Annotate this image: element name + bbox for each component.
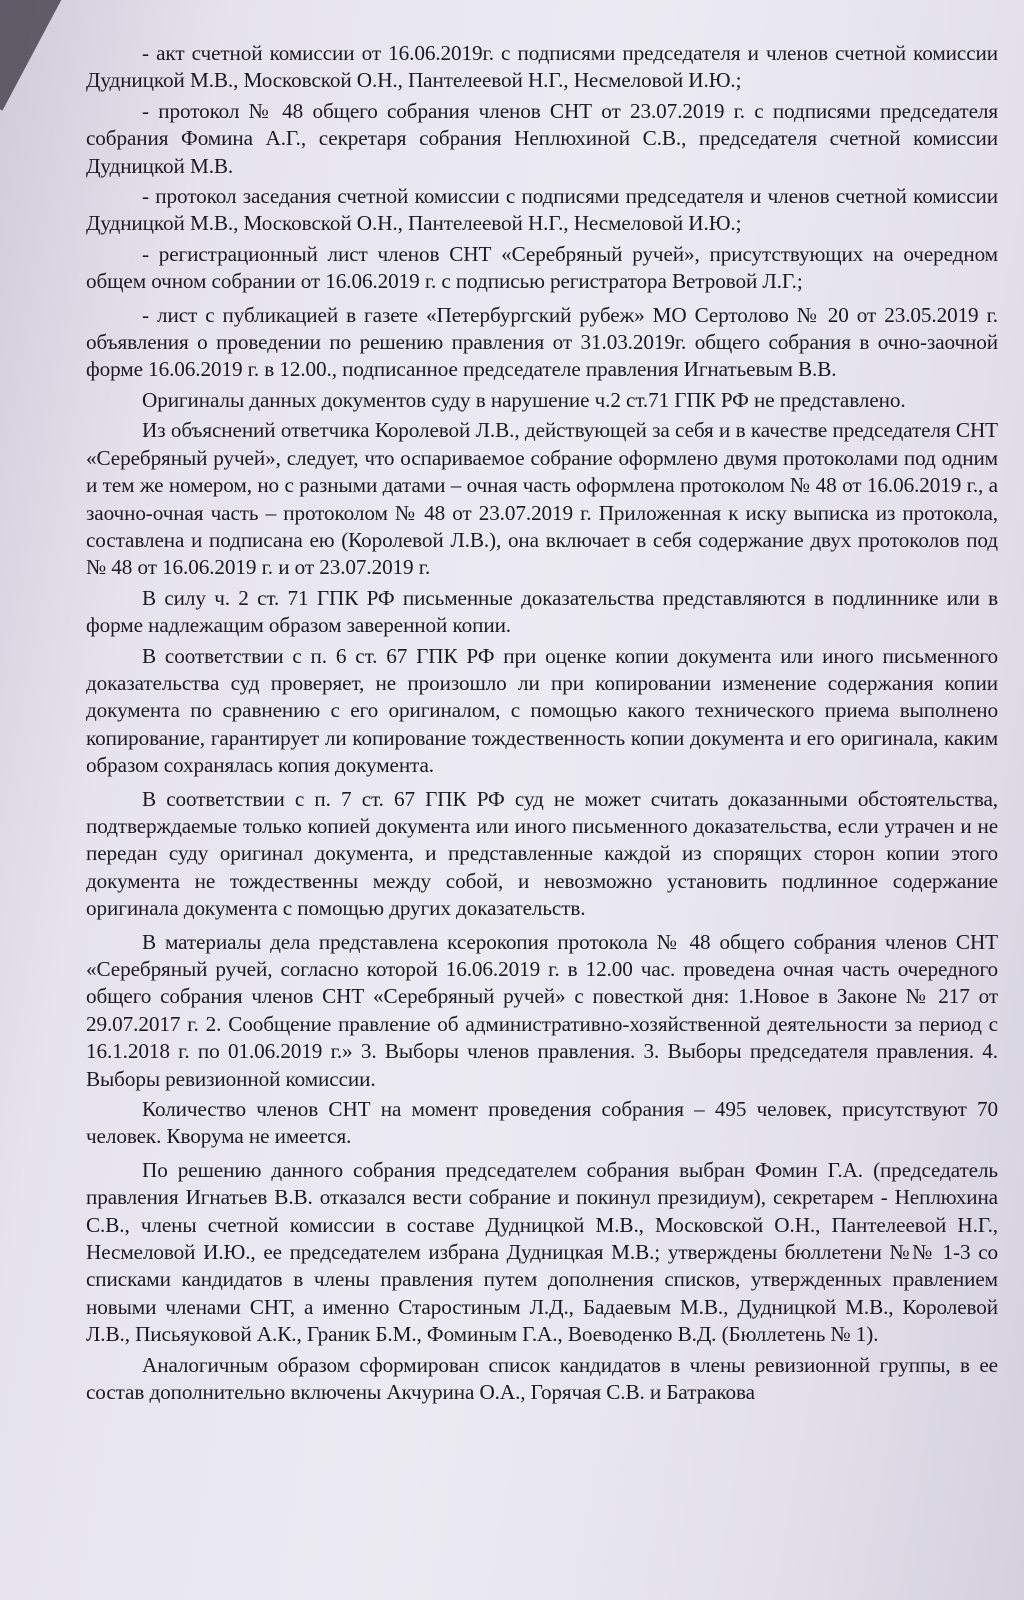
paragraph: - протокол № 48 общего собрания членов СНТ от 23.07.2019 г. с подписями председателя собрания Фомина А.Г., секретаря собрания Неплюхиной С.В., председателя счетной комиссии Дудницкой М.В. bbox=[86, 98, 998, 178]
paragraph: В силу ч. 2 ст. 71 ГПК РФ письменные доказательства представляются в подлиннике или в форме надлежащим образом заверенной копии. bbox=[86, 585, 998, 638]
paragraph: - акт счетной комиссии от 16.06.2019г. с подписями председателя и членов счетной комиссии Дудницкой М.В., Московской О.Н., Пантелеевой Н.Г., Несмеловой И.Ю.; bbox=[86, 41, 998, 93]
paragraph: В соответствии с п. 7 ст. 67 ГПК РФ суд не может считать доказанными обстоятельства, подтверждаемые только копией документа или иного письменного доказательства, если утрачен и не передан суду оригинал документа, и представленные каждой из спорящих сторон копии этого документа не тождественны между собой, и невозможно установить подлинное содержание оригинала документа с помощью других доказательств. bbox=[86, 786, 998, 921]
paragraph: Количество членов СНТ на момент проведения собрания – 495 человек, присутствуют 70 человек. Кворума не имеется. bbox=[86, 1097, 998, 1149]
document-body bbox=[86, 40, 998, 1410]
paragraph: - протокол заседания счетной комиссии с подписями председателя и членов счетной комиссии Дудницкой М.В., Московской О.Н., Пантелеевой Н.Г., Несмеловой И.Ю.; bbox=[86, 184, 998, 236]
paragraph: Оригиналы данных документов суду в нарушение ч.2 ст.71 ГПК РФ не представлено. bbox=[142, 387, 906, 412]
paragraph: - регистрационный лист членов СНТ «Серебряный ручей», присутствующих на очередном общем очном собрании от 16.06.2019 г. с подписью регистратора Ветровой Л.Г.; bbox=[86, 241, 998, 294]
paragraph: Аналогичным образом сформирован список кандидатов в члены ревизионной группы, в ее состав дополнительно включены Акчурина О.А., Горячая С.В. и Батракова bbox=[86, 1352, 998, 1405]
paragraph: - лист с публикацией в газете «Петербургский рубеж» МО Сертолово № 20 от 23.05.2019 г. объявления о проведении по решению правления от 31.03.2019г. общего собрания в очно-заочной форме 16.06.2019 г. в 12.00., подписанное председателе правления Игнатьевым В.В. bbox=[86, 302, 998, 382]
paragraph: Из объяснений ответчика Королевой Л.В., действующей за себя и в качестве председателя СНТ «Серебряный ручей», следует, что оспариваемое собрание оформлено двумя протоколами под одним и тем же номером, но с разными датами – очная часть оформлена протоколом № 48 от 16.06.2019 г., а заочно-очная часть – протоколом № 48 от 23.07.2019 г. Приложенная к иску выписка из протокола, составлена и подписана ею (Королевой Л.В.), она включает в себя содержание двух протоколов под № 48 от 16.06.2019 г. и от 23.07.2019 г. bbox=[86, 418, 998, 580]
paragraph: В материалы дела представлена ксерокопия протокола № 48 общего собрания членов СНТ «Серебряный ручей, согласно которой 16.06.2019 г. в 12.00 час. проведена очная часть очередного общего собрания членов СНТ «Серебряный ручей» с повесткой дня: 1.Новое в Законе № 217 от 29.07.2017 г. 2. Сообщение правление об административно-хозяйственной деятельности за период с 16.1.2018 г. по 01.06.2019 г.» 3. Выборы членов правления. 3. Выборы председателя правления. 4. Выборы ревизионной комиссии. bbox=[86, 929, 998, 1091]
paragraph: По решению данного собрания председателем собрания выбран Фомин Г.А. (председатель правления Игнатьев В.В. отказался вести собрание и покинул президиум), секретарем - Неплюхина С.В., члены счетной комиссии в составе Дудницкой М.В., Московской О.Н., Пантелеевой Н.Г., Несмеловой И.Ю., ее председателем избрана Дудницкая М.В.; утверждены бюллетени №№ 1-3 со списками кандидатов в члены правления путем дополнения списков, утвержденных правлением новыми членами СНТ, а именно Старостиным Л.Д., Бадаевым М.В., Дудницкой М.В., Королевой Л.В., Письяуковой А.К., Граник Б.М., Фоминым Г.А., Воеводенко В.Д. (Бюллетень № 1). bbox=[86, 1157, 998, 1347]
paragraph: В соответствии с п. 6 ст. 67 ГПК РФ при оценке копии документа или иного письменного доказательства суд проверяет, не произошло ли при копировании изменение содержания копии документа по сравнению с его оригиналом, с помощью какого технического приема выполнено копирование, гарантирует ли копирование тождественность копии документа и его оригинала, каким образом сохранялась копия документа. bbox=[86, 643, 998, 778]
page-corner-shadow bbox=[0, 0, 68, 111]
